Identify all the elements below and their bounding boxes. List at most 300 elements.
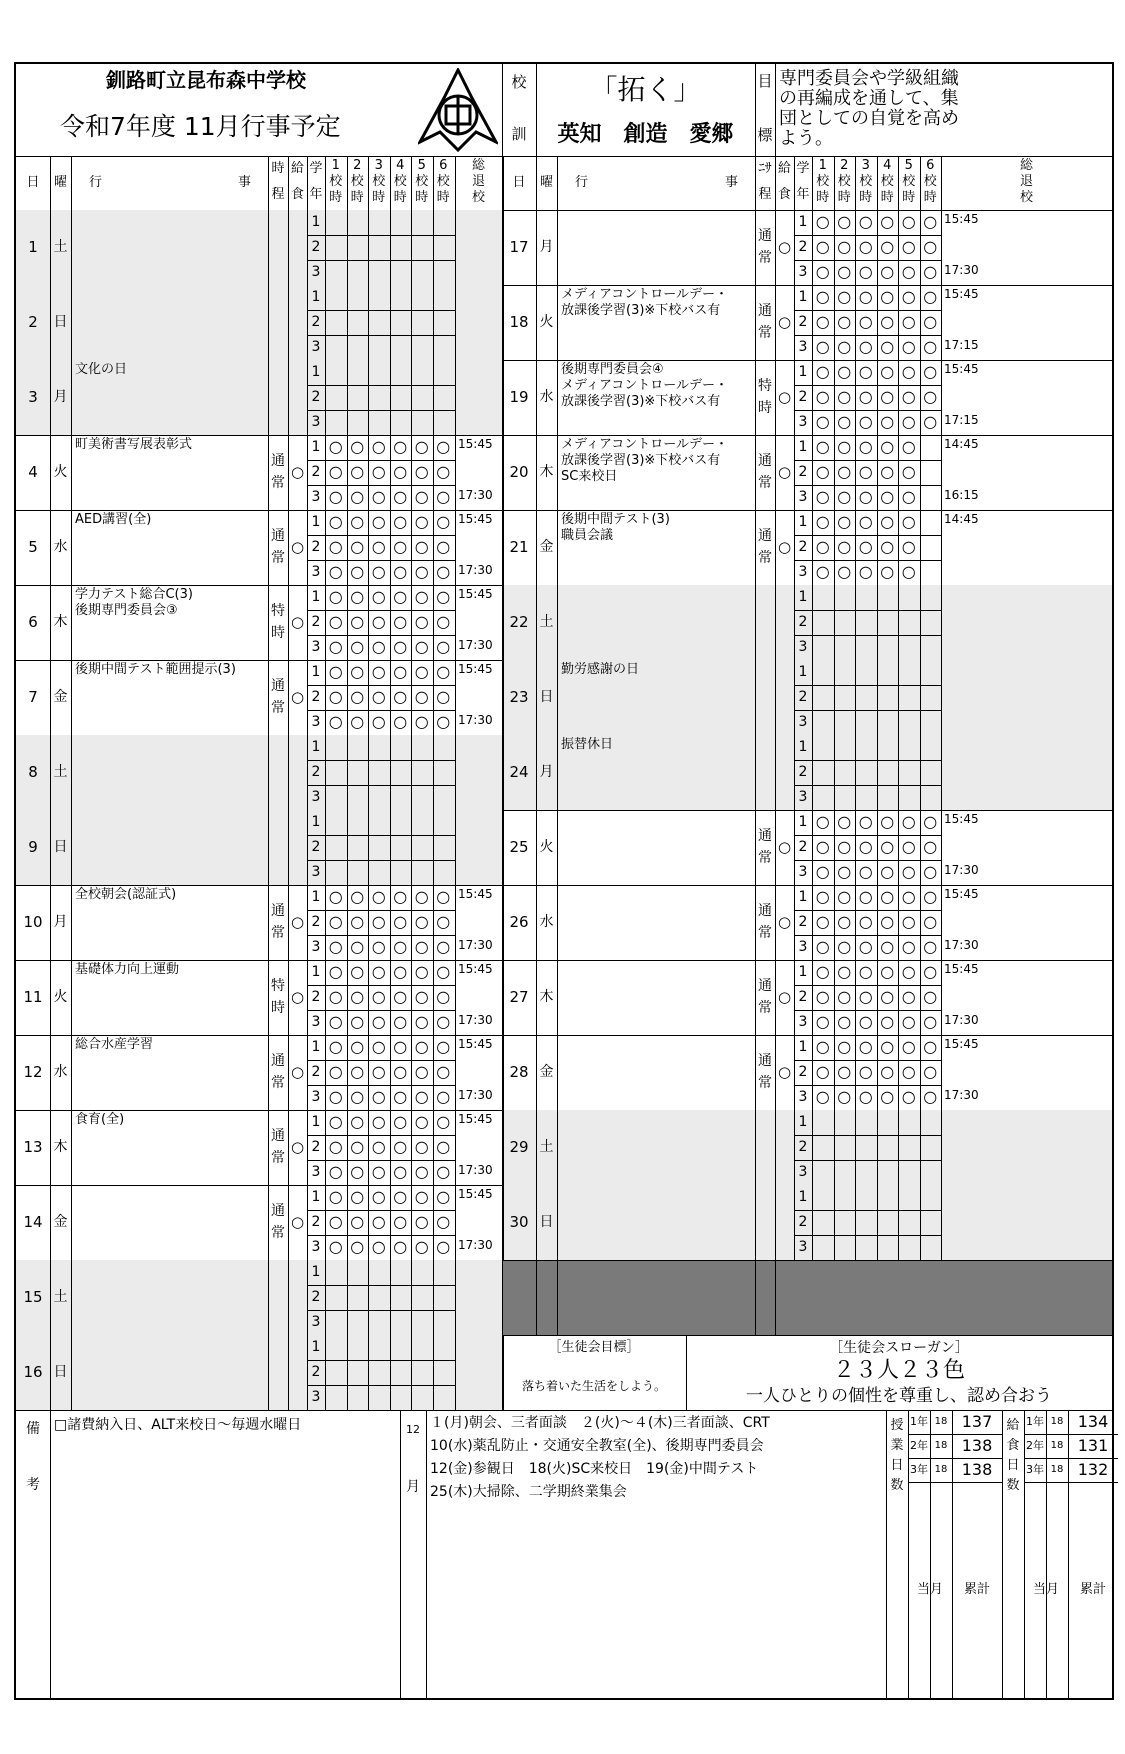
left-period-mark: ○ <box>350 937 365 957</box>
right-period-mark: ○ <box>901 512 916 532</box>
right-period-mark: ○ <box>923 337 938 357</box>
left-period-mark: ○ <box>328 437 343 457</box>
left-period-mark: ○ <box>414 1237 429 1257</box>
left-period-mark: ○ <box>371 1137 386 1157</box>
right-grade-number: 2 <box>798 764 808 781</box>
right-lunch-mark: ○ <box>777 1062 792 1081</box>
left-grade-number: 2 <box>311 1364 321 1381</box>
left-column-rule <box>325 156 326 1410</box>
left-schedule-2: 常 <box>271 1074 285 1091</box>
class-days-stats-label: 日 <box>890 1458 904 1474</box>
left-day-number: 16 <box>23 1362 43 1381</box>
left-event-text: AED講習(全) <box>75 512 152 527</box>
right-grade-rule <box>794 760 941 761</box>
left-schedule-1: 通 <box>271 1052 285 1069</box>
left-period-mark: ○ <box>393 612 408 632</box>
right-period-mark: ○ <box>815 512 830 532</box>
left-event-text: 学力テスト総合C(3) <box>75 587 193 602</box>
left-grade-number: 3 <box>311 1239 321 1256</box>
right-day-number: 24 <box>509 762 529 781</box>
right-grade-number: 2 <box>798 614 808 631</box>
right-period-mark: ○ <box>815 437 830 457</box>
left-lunch-mark: ○ <box>290 462 305 481</box>
right-dismissal-time: 17:15 <box>944 413 979 427</box>
right-period-mark: ○ <box>837 1012 852 1032</box>
left-grade-number: 3 <box>311 1389 321 1406</box>
left-period-mark: ○ <box>414 587 429 607</box>
right-lunch-mark <box>775 1185 794 1260</box>
left-period-mark: ○ <box>414 612 429 632</box>
right-schedule-1: 通 <box>758 302 772 319</box>
left-period-mark: ○ <box>393 662 408 682</box>
left-day-number: 13 <box>23 1137 43 1156</box>
right-col-period-6: 6 <box>926 158 935 174</box>
left-dismissal-time: 17:30 <box>458 563 493 577</box>
right-weekday: 水 <box>539 914 554 931</box>
left-period-mark: ○ <box>371 637 386 657</box>
right-period-mark: ○ <box>815 887 830 907</box>
unused-day-shade <box>503 1261 1112 1335</box>
right-col-events-b: 事 <box>725 175 739 190</box>
right-grade-number: 3 <box>798 264 808 281</box>
left-col-lunch-2: 食 <box>290 187 304 203</box>
right-period-mark: ○ <box>837 912 852 932</box>
right-period-mark: ○ <box>858 262 873 282</box>
right-grade-number: 2 <box>798 239 808 256</box>
left-period-mark: ○ <box>371 487 386 507</box>
right-period-mark: ○ <box>837 1087 852 1107</box>
left-grade-number: 2 <box>311 1289 321 1306</box>
left-schedule-1: 通 <box>271 452 285 469</box>
right-dismissal-time: 14:45 <box>944 437 979 451</box>
left-period-mark: ○ <box>371 1112 386 1132</box>
left-weekend-shade <box>16 285 502 360</box>
left-weekday: 日 <box>53 314 68 331</box>
right-period-mark: ○ <box>858 512 873 532</box>
left-period-mark: ○ <box>350 562 365 582</box>
left-grade-number: 2 <box>311 989 321 1006</box>
right-col-lunch-2: 食 <box>777 187 791 203</box>
right-grade-number: 2 <box>798 314 808 331</box>
right-period-mark: ○ <box>858 462 873 482</box>
left-col-period-3: 校 <box>372 174 386 190</box>
left-period-mark: ○ <box>414 987 429 1007</box>
left-period-mark: ○ <box>350 1087 365 1107</box>
left-grade-number: 2 <box>311 914 321 931</box>
left-dismissal-time: 17:30 <box>458 1013 493 1027</box>
left-col-period-1: 校 <box>329 174 343 190</box>
left-column-rule <box>71 156 72 1410</box>
left-grade-number: 1 <box>311 964 321 981</box>
left-period-mark: ○ <box>350 1037 365 1057</box>
left-dismissal-time: 15:45 <box>458 1112 493 1126</box>
left-column-rule <box>411 156 412 1410</box>
right-period-mark: ○ <box>880 337 895 357</box>
right-period-mark: ○ <box>815 212 830 232</box>
right-period-mark: ○ <box>815 837 830 857</box>
left-event-text: 後期中間テスト範囲提示(3) <box>75 662 236 677</box>
right-col-dismissal: 総 <box>1019 158 1033 174</box>
right-period-mark: ○ <box>858 237 873 257</box>
right-event-text: SC来校日 <box>561 469 618 484</box>
left-grade-number: 3 <box>311 1314 321 1331</box>
council-slogan-label: ［生徒会スローガン］ <box>829 1339 969 1356</box>
right-period-mark: ○ <box>901 912 916 932</box>
goal-text-line: 団としての自覚を高め <box>779 108 959 129</box>
left-period-mark: ○ <box>328 1237 343 1257</box>
left-grade-number: 1 <box>311 1114 321 1131</box>
left-period-mark: ○ <box>436 1112 451 1132</box>
right-period-mark: ○ <box>858 562 873 582</box>
left-period-mark: ○ <box>414 1187 429 1207</box>
right-period-mark: ○ <box>858 312 873 332</box>
left-event-text: 基礎体力向上運動 <box>75 962 180 977</box>
left-period-mark: ○ <box>328 1212 343 1232</box>
right-grade-number: 1 <box>798 214 808 231</box>
right-period-mark: ○ <box>923 412 938 432</box>
lunch-days-stats-total: 134 <box>1077 1411 1109 1431</box>
right-grade-number: 1 <box>798 889 808 906</box>
right-period-mark: ○ <box>858 1062 873 1082</box>
right-dismissal-time: 17:30 <box>944 938 979 952</box>
lunch-days-stats-month: 18 <box>1050 1415 1064 1427</box>
left-lunch-mark: ○ <box>290 1062 305 1081</box>
right-event-text: 勤労感謝の日 <box>561 662 640 677</box>
right-schedule-1: 通 <box>758 977 772 994</box>
left-period-mark: ○ <box>414 1112 429 1132</box>
right-period-mark: ○ <box>858 1087 873 1107</box>
left-period-mark: ○ <box>371 1212 386 1232</box>
right-period-mark: ○ <box>815 1087 830 1107</box>
left-period-mark: ○ <box>328 487 343 507</box>
right-weekday: 金 <box>539 539 554 556</box>
left-col-events-b: 事 <box>238 175 252 190</box>
left-period-mark: ○ <box>393 1162 408 1182</box>
right-col-period-1: 時 <box>816 190 830 206</box>
left-col-period-5: 校 <box>415 174 429 190</box>
left-period-mark: ○ <box>436 662 451 682</box>
left-period-mark: ○ <box>328 937 343 957</box>
right-grade-number: 2 <box>798 1214 808 1231</box>
left-col-period-5: 時 <box>415 190 429 206</box>
right-col-grade-1: 学 <box>796 161 810 177</box>
right-period-mark: ○ <box>880 412 895 432</box>
left-grade-number: 2 <box>311 1139 321 1156</box>
right-weekday: 月 <box>539 764 554 781</box>
right-period-mark: ○ <box>923 862 938 882</box>
left-period-mark: ○ <box>350 687 365 707</box>
right-period-mark: ○ <box>837 212 852 232</box>
left-period-mark: ○ <box>393 1112 408 1132</box>
council-slogan-main: ２３人２３色 <box>832 1358 965 1384</box>
right-period-mark: ○ <box>923 1012 938 1032</box>
right-period-mark: ○ <box>858 412 873 432</box>
next-month-item: 25(木)大掃除、二学期終業集会 <box>430 1484 627 1500</box>
left-grade-number: 2 <box>311 239 321 256</box>
left-col-period-4: 時 <box>393 190 407 206</box>
right-day-number: 28 <box>509 1062 529 1081</box>
left-period-mark: ○ <box>436 987 451 1007</box>
right-column-rule <box>812 156 813 1260</box>
right-schedule-2: 常 <box>758 999 772 1016</box>
left-day-number: 15 <box>23 1287 43 1306</box>
left-column-rule <box>268 156 269 1410</box>
left-period-mark: ○ <box>328 1087 343 1107</box>
left-period-mark: ○ <box>414 1087 429 1107</box>
right-period-mark: ○ <box>880 487 895 507</box>
right-period-mark: ○ <box>880 1012 895 1032</box>
right-col-period-6: 校 <box>923 174 937 190</box>
right-period-mark: ○ <box>858 337 873 357</box>
right-period-mark: ○ <box>858 537 873 557</box>
right-period-mark: ○ <box>901 987 916 1007</box>
left-period-mark: ○ <box>393 487 408 507</box>
left-col-period-4: 校 <box>393 174 407 190</box>
right-event-text: 放課後学習(3)※下校バス有 <box>561 453 721 468</box>
motto-main: 「拓く」 <box>589 73 702 107</box>
right-grade-number: 1 <box>798 364 808 381</box>
left-col-period-6: 校 <box>436 174 450 190</box>
right-column-rule <box>794 156 795 1260</box>
left-period-mark: ○ <box>393 437 408 457</box>
left-period-mark: ○ <box>436 1012 451 1032</box>
right-lunch-mark: ○ <box>777 387 792 406</box>
left-col-weekday: 曜 <box>53 175 67 191</box>
left-period-mark: ○ <box>328 1187 343 1207</box>
motto-label-2: 訓 <box>511 125 527 144</box>
right-period-mark: ○ <box>901 1062 916 1082</box>
right-period-mark: ○ <box>837 387 852 407</box>
left-period-mark: ○ <box>350 612 365 632</box>
left-weekend-shade <box>16 1335 502 1410</box>
left-period-mark: ○ <box>414 487 429 507</box>
right-period-mark: ○ <box>858 962 873 982</box>
right-period-mark: ○ <box>880 212 895 232</box>
right-period-mark: ○ <box>837 412 852 432</box>
header-divider <box>775 64 776 156</box>
left-day-number: 11 <box>23 987 43 1006</box>
left-column-rule <box>368 156 369 1410</box>
left-event-text: 食育(全) <box>75 1112 125 1127</box>
right-period-mark: ○ <box>815 987 830 1007</box>
goal-text-line: よう。 <box>779 128 833 149</box>
left-lunch-mark <box>288 1260 307 1335</box>
left-col-events-a: 行 <box>89 175 103 190</box>
right-period-mark: ○ <box>880 362 895 382</box>
left-lunch-mark: ○ <box>290 687 305 706</box>
right-period-mark: ○ <box>923 962 938 982</box>
right-period-mark: ○ <box>923 362 938 382</box>
right-period-mark: ○ <box>837 1062 852 1082</box>
lunch-days-stats-label: 日 <box>1006 1458 1020 1474</box>
right-schedule-2: 常 <box>758 849 772 866</box>
right-period-mark: ○ <box>880 287 895 307</box>
right-column-rule <box>775 156 776 1260</box>
left-dismissal-time: 15:45 <box>458 962 493 976</box>
left-period-mark: ○ <box>414 887 429 907</box>
right-period-mark: ○ <box>815 287 830 307</box>
left-weekday: 火 <box>53 464 68 481</box>
right-lunch-mark: ○ <box>777 837 792 856</box>
left-day-number: 5 <box>28 537 38 556</box>
left-col-period-5: 5 <box>417 158 426 174</box>
right-period-mark: ○ <box>880 862 895 882</box>
left-grade-number: 2 <box>311 389 321 406</box>
left-event-text: 全校朝会(認証式) <box>75 887 177 902</box>
right-period-mark: ○ <box>880 512 895 532</box>
right-period-mark: ○ <box>923 387 938 407</box>
right-column-rule <box>941 156 942 1260</box>
right-period-mark: ○ <box>923 987 938 1007</box>
right-period-mark: ○ <box>837 487 852 507</box>
left-weekday: 土 <box>53 1289 68 1306</box>
right-grade-number: 2 <box>798 914 808 931</box>
right-schedule-1: 通 <box>758 227 772 244</box>
right-period-mark: ○ <box>858 837 873 857</box>
right-lunch-mark <box>775 1110 794 1185</box>
right-period-mark: ○ <box>837 237 852 257</box>
left-period-mark: ○ <box>371 587 386 607</box>
left-period-mark: ○ <box>393 962 408 982</box>
left-period-mark: ○ <box>393 1187 408 1207</box>
left-weekend-shade <box>16 810 502 885</box>
left-period-mark: ○ <box>436 637 451 657</box>
right-period-mark: ○ <box>923 1062 938 1082</box>
right-grade-rule <box>794 785 941 786</box>
right-column-rule <box>834 156 835 1260</box>
right-period-mark: ○ <box>837 862 852 882</box>
left-period-mark: ○ <box>371 537 386 557</box>
left-period-mark: ○ <box>414 562 429 582</box>
left-weekday: 水 <box>53 539 68 556</box>
left-dismissal-time: 17:30 <box>458 638 493 652</box>
right-weekday: 日 <box>539 689 554 706</box>
right-schedule-1: 通 <box>758 902 772 919</box>
left-period-mark: ○ <box>393 1087 408 1107</box>
right-col-period-3: 校 <box>859 174 873 190</box>
left-period-mark: ○ <box>436 612 451 632</box>
left-period-mark: ○ <box>436 712 451 732</box>
right-column-rule <box>920 156 921 1260</box>
class-days-stats-label: 授 <box>890 1418 904 1434</box>
right-col-grade-2: 年 <box>796 187 810 203</box>
left-grade-number: 3 <box>311 414 321 431</box>
left-lunch-mark <box>288 285 307 360</box>
left-schedule-2: 常 <box>271 1224 285 1241</box>
left-period-mark: ○ <box>414 462 429 482</box>
left-period-mark: ○ <box>328 912 343 932</box>
right-period-mark: ○ <box>815 937 830 957</box>
right-period-mark: ○ <box>858 437 873 457</box>
left-period-mark: ○ <box>328 1137 343 1157</box>
right-period-mark: ○ <box>858 937 873 957</box>
right-grade-number: 3 <box>798 789 808 806</box>
left-dismissal-time: 17:30 <box>458 1163 493 1177</box>
right-lunch-mark: ○ <box>777 462 792 481</box>
left-period-mark: ○ <box>393 912 408 932</box>
right-period-mark: ○ <box>837 512 852 532</box>
notes-label-1: 備 <box>26 1420 40 1437</box>
left-column-rule <box>347 156 348 1410</box>
right-dismissal-time: 17:30 <box>944 1013 979 1027</box>
left-grade-number: 3 <box>311 339 321 356</box>
right-event-text: 職員会議 <box>561 528 614 543</box>
right-period-mark: ○ <box>858 1037 873 1057</box>
left-period-mark: ○ <box>328 587 343 607</box>
left-lunch-mark: ○ <box>290 537 305 556</box>
left-period-mark: ○ <box>328 537 343 557</box>
left-period-mark: ○ <box>393 987 408 1007</box>
right-period-mark: ○ <box>837 837 852 857</box>
left-col-period-1: 時 <box>329 190 343 206</box>
left-schedule-1: 通 <box>271 902 285 919</box>
right-period-mark: ○ <box>901 337 916 357</box>
right-period-mark: ○ <box>815 1012 830 1032</box>
left-grade-number: 2 <box>311 614 321 631</box>
left-period-mark: ○ <box>328 987 343 1007</box>
left-col-schedule-2: 程 <box>271 187 285 203</box>
right-lunch-mark <box>775 735 794 810</box>
left-column-rule <box>288 156 289 1410</box>
right-period-mark: ○ <box>815 387 830 407</box>
left-grade-number: 1 <box>311 439 321 456</box>
left-weekend-shade <box>16 1260 502 1335</box>
right-period-mark: ○ <box>901 362 916 382</box>
right-grade-number: 3 <box>798 714 808 731</box>
left-period-mark: ○ <box>328 612 343 632</box>
left-schedule-1: 通 <box>271 527 285 544</box>
left-dismissal-time: 15:45 <box>458 662 493 676</box>
class-days-stats-total: 138 <box>961 1459 993 1479</box>
next-month-item: 10(水)薬乱防止・交通安全教室(全)、後期専門委員会 <box>430 1438 764 1454</box>
left-grade-number: 1 <box>311 364 321 381</box>
right-dismissal-time: 15:45 <box>944 362 979 376</box>
left-period-mark: ○ <box>393 537 408 557</box>
right-period-mark: ○ <box>923 212 938 232</box>
left-period-mark: ○ <box>393 637 408 657</box>
right-period-mark: ○ <box>837 987 852 1007</box>
right-grade-rule <box>794 1210 941 1211</box>
left-grade-number: 3 <box>311 864 321 881</box>
left-day-number: 10 <box>23 912 43 931</box>
right-weekday: 火 <box>539 839 554 856</box>
right-grade-number: 1 <box>798 1039 808 1056</box>
left-grade-number: 2 <box>311 764 321 781</box>
left-period-mark: ○ <box>350 887 365 907</box>
lunch-days-stats-label: 数 <box>1006 1478 1020 1494</box>
lunch-days-stats-month: 18 <box>1050 1439 1064 1451</box>
left-period-mark: ○ <box>328 1112 343 1132</box>
left-period-mark: ○ <box>371 912 386 932</box>
right-period-mark: ○ <box>901 387 916 407</box>
right-column-rule <box>855 156 856 1260</box>
class-days-stats-footer-month: 当月 <box>916 1582 943 1598</box>
class-days-stats-month: 18 <box>934 1463 948 1475</box>
left-period-mark: ○ <box>350 662 365 682</box>
left-weekend-shade <box>16 735 502 810</box>
right-grade-number: 1 <box>798 514 808 531</box>
right-dismissal-time: 15:45 <box>944 1037 979 1051</box>
goal-text-line: 専門委員会や学級組織 <box>779 68 959 89</box>
right-period-mark: ○ <box>880 887 895 907</box>
right-lunch-mark <box>775 585 794 660</box>
right-schedule-2: 常 <box>758 324 772 341</box>
left-period-mark: ○ <box>414 1012 429 1032</box>
right-period-mark: ○ <box>837 312 852 332</box>
left-day-number: 9 <box>28 837 38 856</box>
right-col-dismissal: 退 <box>1019 174 1033 190</box>
right-grade-number: 3 <box>798 939 808 956</box>
